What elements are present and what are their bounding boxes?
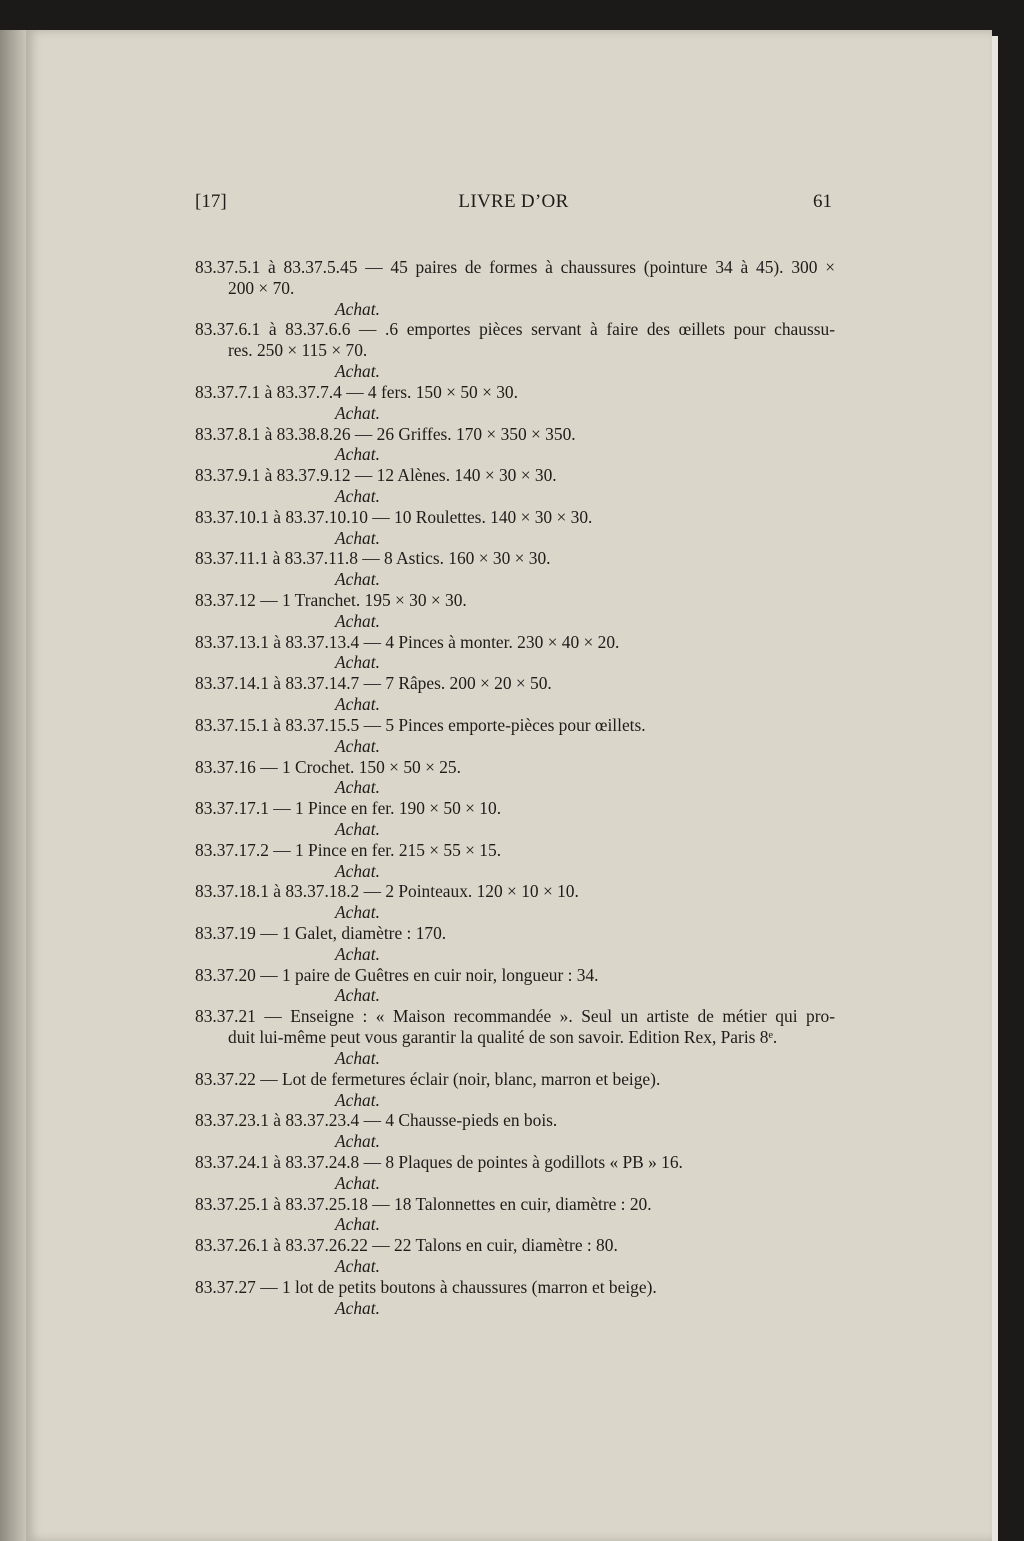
- acquisition-note: Achat.: [335, 777, 380, 798]
- catalogue-entry: [195, 590, 835, 632]
- catalogue-entry: [195, 757, 835, 799]
- acquisition-note: Achat.: [335, 569, 380, 590]
- acquisition-note: Achat.: [335, 694, 380, 715]
- entry-text: 83.37.13.1 à 83.37.13.4 — 4 Pinces à monter. 230 × 40 × 20.: [195, 631, 620, 652]
- entry-text: 83.37.11.1 à 83.37.11.8 — 8 Astics. 160 × 30 × 30.: [195, 548, 551, 569]
- catalogue-entry: [195, 881, 835, 923]
- catalogue-entry: [195, 1006, 835, 1068]
- entry-text: 83.37.10.1 à 83.37.10.10 — 10 Roulettes. 140 × 30 × 30.: [195, 506, 593, 527]
- catalogue-entry: [195, 798, 835, 840]
- page-edge: [992, 36, 998, 1541]
- entry-text: 83.37.24.1 à 83.37.24.8 — 8 Plaques de pointes à godillots « PB » 16.: [195, 1151, 683, 1172]
- acquisition-note: Achat.: [335, 1047, 380, 1068]
- acquisition-note: Achat.: [335, 527, 380, 548]
- entry-text: 83.37.21 — Enseigne : « Maison recommandée ». Seul un artiste de métier qui pro-: [195, 1006, 835, 1027]
- acquisition-note: Achat.: [335, 361, 380, 382]
- entry-text: 83.37.9.1 à 83.37.9.12 — 12 Alènes. 140 × 30 × 30.: [195, 465, 557, 486]
- entry-text: 83.37.12 — 1 Tranchet. 195 × 30 × 30.: [195, 590, 467, 610]
- acquisition-note: Achat.: [335, 902, 380, 923]
- entry-text: 83.37.25.1 à 83.37.25.18 — 18 Talonnettes en cuir, diamètre : 20.: [195, 1193, 652, 1214]
- catalogue-entry: [195, 715, 835, 757]
- acquisition-note: Achat.: [335, 298, 380, 319]
- catalogue-entry: [195, 465, 835, 507]
- entry-text: 83.37.26.1 à 83.37.26.22 — 22 Talons en cuir, diamètre : 80.: [195, 1235, 618, 1256]
- facing-page-edge: [0, 30, 26, 1541]
- catalogue-entry: [195, 319, 835, 381]
- page-number: 61: [813, 191, 832, 212]
- catalogue-entries: [195, 257, 835, 1318]
- entry-text: 83.37.17.1 — 1 Pince en fer. 190 × 50 × 10.: [195, 798, 502, 819]
- entry-text: 83.37.22 — Lot de fermetures éclair (noir, blanc, marron et beige).: [195, 1068, 661, 1089]
- acquisition-note: Achat.: [335, 1256, 380, 1276]
- acquisition-note: Achat.: [335, 985, 380, 1006]
- catalogue-entry: [195, 1235, 835, 1277]
- entry-text: 83.37.7.1 à 83.37.7.4 — 4 fers. 150 × 50 × 30.: [195, 381, 518, 402]
- catalogue-entry: [195, 1152, 835, 1194]
- section-number: [17]: [195, 191, 227, 212]
- entry-text: 83.37.5.1 à 83.37.5.45 — 45 paires de formes à chaussures (pointure 34 à 45). 300 ×: [195, 257, 835, 277]
- entry-text: 83.37.16 — 1 Crochet. 150 × 50 × 25.: [195, 756, 461, 777]
- entry-text: 83.37.27 — 1 lot de petits boutons à chaussures (marron et beige).: [195, 1276, 657, 1297]
- acquisition-note: Achat.: [335, 1131, 380, 1152]
- entry-text-continuation: 200 × 70.: [228, 277, 295, 298]
- entry-text: 83.37.14.1 à 83.37.14.7 — 7 Râpes. 200 × 20 × 50.: [195, 673, 552, 694]
- running-title: LIVRE D’OR: [458, 191, 569, 212]
- acquisition-note: Achat.: [335, 485, 380, 506]
- entry-text-continuation: duit lui-même peut vous garantir la qualité de son savoir. Edition Rex, Paris 8ᵉ.: [228, 1027, 778, 1048]
- acquisition-note: Achat.: [335, 1214, 380, 1235]
- catalogue-entry: [195, 840, 835, 882]
- catalogue-entry: [195, 673, 835, 715]
- catalogue-entry: [195, 1069, 835, 1111]
- acquisition-note: Achat.: [335, 1172, 380, 1193]
- catalogue-entry: [195, 1110, 835, 1152]
- acquisition-note: Achat.: [335, 652, 380, 673]
- acquisition-note: Achat.: [335, 860, 380, 881]
- acquisition-note: Achat.: [335, 818, 380, 839]
- catalogue-entry: [195, 424, 835, 466]
- acquisition-note: Achat.: [335, 610, 380, 631]
- entry-text-continuation: res. 250 × 115 × 70.: [228, 340, 368, 361]
- catalogue-entry: [195, 965, 835, 1007]
- acquisition-note: Achat.: [335, 943, 380, 964]
- entry-text: 83.37.6.1 à 83.37.6.6 — .6 emportes pièces servant à faire des œillets pour chaussu-: [195, 319, 835, 340]
- acquisition-note: Achat.: [335, 402, 380, 423]
- catalogue-entry: [195, 548, 835, 590]
- entry-text: 83.37.15.1 à 83.37.15.5 — 5 Pinces emporte-pièces pour œillets.: [195, 714, 646, 735]
- entry-text: 83.37.20 — 1 paire de Guêtres en cuir noir, longueur : 34.: [195, 964, 599, 985]
- running-header: [195, 191, 832, 215]
- catalogue-entry: [195, 632, 835, 674]
- catalogue-entry: [195, 257, 835, 319]
- acquisition-note: Achat.: [335, 444, 380, 465]
- acquisition-note: Achat.: [335, 735, 380, 756]
- catalogue-entry: [195, 1194, 835, 1236]
- entry-text: 83.37.19 — 1 Galet, diamètre : 170.: [195, 923, 447, 943]
- entry-text: 83.37.17.2 — 1 Pince en fer. 215 × 55 × 15.: [195, 839, 502, 860]
- entry-text: 83.37.23.1 à 83.37.23.4 — 4 Chausse-pieds en bois.: [195, 1110, 558, 1131]
- acquisition-note: Achat.: [335, 1089, 380, 1110]
- catalogue-entry: [195, 382, 835, 424]
- catalogue-entry: [195, 1277, 835, 1319]
- entry-text: 83.37.18.1 à 83.37.18.2 — 2 Pointeaux. 120 × 10 × 10.: [195, 881, 579, 902]
- catalogue-entry: [195, 507, 835, 549]
- catalogue-entry: [195, 923, 835, 965]
- entry-text: 83.37.8.1 à 83.38.8.26 — 26 Griffes. 170 × 350 × 350.: [195, 423, 576, 444]
- acquisition-note: Achat.: [335, 1297, 380, 1318]
